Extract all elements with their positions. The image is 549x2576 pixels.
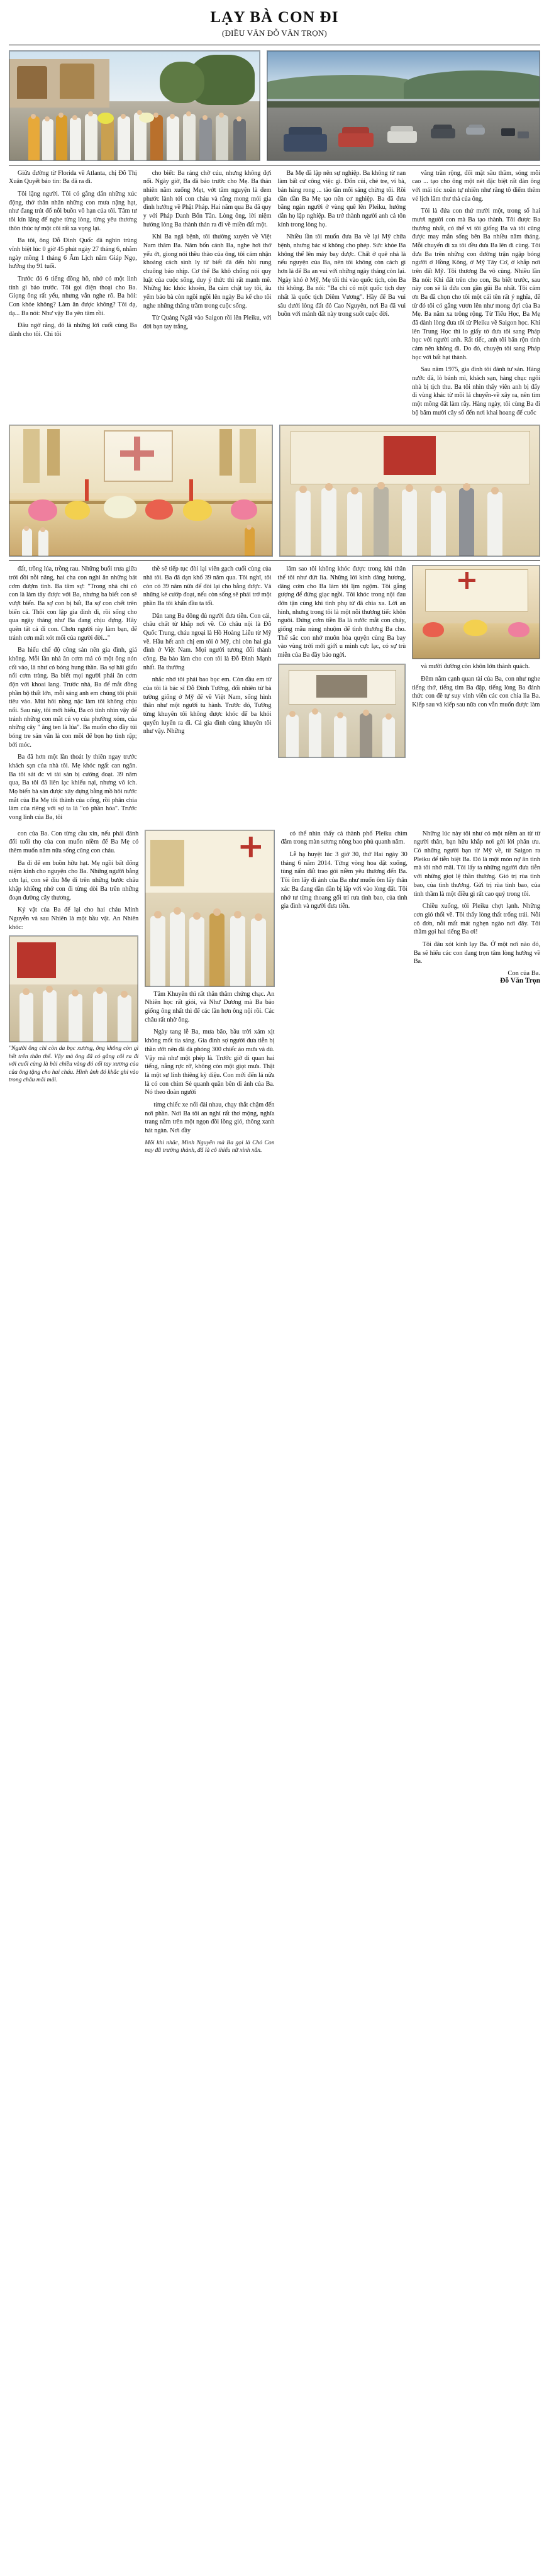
column-11 — [281, 830, 541, 984]
page-title-block — [9, 6, 540, 41]
paragraph: Ba đã hơn một lần thoát ly thiên ngay trước khách sạn của nhà tôi. Mẹ khóc ngất can ngăn. Ba tôi sát đc vì tài sản bị cướng đoạt. 39 năm qua, Ba tôi đã liên lạc khiếu nại, nhưng vô ích. Mọ biến bà sản được xây dựng bằng mồ hôi nước mắt của Ba Mẹ tôi thành của cổng, rồi phân chia làm của riêng với sợ ta là "có phần hóa". Trước vong linh của Ba, tôi — [9, 754, 137, 822]
paragraph: Đêm nằm cạnh quan tài của Ba, con như nghe tiếng thở, tiếng tim Ba đập, tiếng lòng Ba đánh thức con đề tự suy vinh viễn các con chia lìa Ba. Kiếp sau và kiếp sau nữa con vẫn muốn được làm — [412, 675, 540, 708]
paragraph: lâm sao tôi không khóc được trong khi thân thể tôi như đứt lìa. Những lời kinh dâng hương, dâng cơm cho Ba làm tôi lịm ngộm. Tôi gắng gượng để đứng giạc ngồi. Tôi khóc trong nội đau đớn tận cùng khi tình phụ tử đã chia xa. Lời an hình, nhưng trong tôi là một nỗi thương tiếc khôn nguôi. Đứng cơm tiền Ba là nước mắt con chảy, giống mẫu nùng nhuộm để tình thương Ba cho. Thế sắc con nhớ muôn hòa quyện cùng Ba bay vào vùng trời mới giới u minh cực lạc, có sự trù miễn của Ba đầy bảo ngời. — [277, 566, 406, 659]
column-5 — [9, 565, 137, 825]
paragraph: đất, trồng lúa, trồng rau. Những buổi trưa giữa trời đồi nỗi năng, hai cha con nghỉ ăn những bát cơm đượm tình. Ba tâm sự: "Trong nhà chỉ có con là làm tây được với Ba, nhưng ba biết con sẽ vượt biển. Ba sợ con bị bất, Ba sợ con chết trên biển cả. Thôi con lập gia đình đi, rồi sống cho qua ngày tháng như Ba đang chịu đựng. Hãy quên tất cả đi con. Chơn người rày làm bạn, để tránh cơn mất xót mối của người đời..." — [9, 566, 137, 642]
article-columns-top — [9, 169, 540, 421]
article-columns-mid — [9, 565, 540, 825]
column-10 — [145, 830, 274, 1159]
altar-offering-photo — [9, 425, 273, 557]
column-11a — [281, 830, 408, 915]
page-title: LẠY BÀ CON ĐI — [210, 9, 339, 26]
paragraph: Nhiều lần tôi muốn đưa Ba về lại Mỹ chữa bệnh, nhưng bác sĩ không cho phép. Sức khỏe Ba không thể lên máy bay được. Chất ở quê nhà là nếu nguyện của Ba, nên tôi không còn cách gì hơn là để Ba an vui với những ngày tháng còn lại. Ngày khó ở Mỹ, Mẹ tôi thì vào quốc tịch, còn Ba thì không. Ba nói: "Ba chỉ có một quốc tịch duy nhất là quốc tịch Diêm Vương". Hầy để Ba vui sâu dưới lòng đất đỏ Cao Nguyên, nơi Ba đã vui buồn với mảnh đất này trong suốt cuộc đời. — [277, 233, 406, 318]
paragraph: Những lúc này tôi như có một niềm an từ từ người thân, bạn hữu khắp nơi gởi lời phân ưu. Có những người bạn từ Mỹ về, từ Saigon ra Pleiku để tiễn biệt Ba. Đó là một món nợ ân tình mà tôi nhớ mãi. Tôi lấy ta những người đưa tiễn với những giọt lệ thần thương. Gió trị rùa tình bao, của tình thương. Gửi trị rùa tình bao, của tình thầm là một điều gì rất cao quý trong tôi. — [413, 830, 540, 898]
funeral-procession-photo — [267, 50, 540, 161]
mid-photo-row — [9, 425, 540, 557]
article-columns-bottom — [9, 830, 540, 1159]
paragraph: nhắc nhở tôi phải bao bọc em. Còn đầu em từ của tôi là bác sĩ Đỗ Đình Tường, đổi nhiên từ bà tường giống ở Mỹ để về Việt Nam, sống hình thân như một người tu hành. Trước đó, Tường từng khuyên tôi không được khóc để ba khỏi quyến luyến ra đi. Cả gia đình cùng khuyên tôi như vậy. Những — [143, 676, 272, 735]
paragraph: Tôi lặng người. Tôi có gắng dấn những xúc động, thở thân nhân những con mưa nặng hạt, như đang trút đổ nỗi buồn vô hạn của tôi. Tâm tư tôi kín lặng để nghe từng lòng, từng yêu thương thôn thúc tự một cõi rất xa vọng lại. — [9, 190, 137, 232]
paragraph: con của Ba. Con từng cầu xin, nếu phải đánh đổi tuổi thọ của con muốn niềm để Ba Mẹ có thêm muốn năm nữa sống cũng con cháu. — [9, 830, 139, 855]
top-photo-row — [9, 50, 540, 161]
column-3 — [278, 169, 406, 323]
paragraph: Ba Mẹ đã lập nên sự nghiệp. Ba không từ nan làm bất cứ công việc gì. Đốn củi, chẻ tre, ví bà, bán hàng rong ... tảo tần mỗi sáng chừng tối. Rồi dần dần Ba Mẹ tạo nên cơ nghiệp. Ba đã đưa bằng ngàn người ở vùng quê lên Pleiku, hướng dẫn họ lập nghiệp. Ba trở thành người anh cả tôn kính trong lòng họ. — [277, 169, 406, 228]
mid-divider — [9, 560, 540, 561]
column-2 — [143, 169, 272, 335]
monks-chanting-photo — [145, 830, 274, 987]
paragraph: Khi Ba ngã bệnh, tôi thường xuyên về Việt Nam thăm Ba. Năm bốn cánh Ba, nghe hơi thở yếu ớt, giong nói thều thào của ông, tôi cảm nhận khoảng cách sinh ly từ biết đã đến hồi rung chuông báo nhịp. Cơ thể Ba khô chống nói quy luật của cuộc sống, duy ý thức thì rất mạnh mẽ. Những lúc khóc khoẻn, Ba cảm chặt tay tôi, âu yếm bảo bà còn ngồi ngồi lên ngày Ba kể cho tôi nghe những thăng trầm trong cuộc sống. — [143, 233, 272, 309]
column-8 — [412, 565, 540, 713]
paragraph: Dân tang Ba đông đủ người đưa tiễn. Con cái, châu chất từ khắp nơi về. Có châu nội là Đỗ Quốc Trung, cháu ngoại là Hồ Hoàng Liễu từ Mỹ về. Hầu hết anh chị em tôi ở Mỹ, chỉ còn hai gia đình ở Việt Nam. Mọi người tương đối thành công. Ba bảo làm cho con tôi là Đỗ Đình Mạnh nhất. Ba thường — [143, 612, 272, 671]
photo-caption-secondary: Mỗi khi nhắc, Minh Nguyễn mà Ba gọi là Chó Con nay đã trưởng thành, đã là cô thiếu nữ xinh xắn. — [145, 1139, 275, 1154]
column-11b — [414, 830, 540, 984]
mourners-kneeling-photo — [9, 935, 138, 1042]
column-7 — [278, 565, 406, 757]
column-6 — [143, 565, 272, 740]
author-signature-block — [414, 970, 540, 984]
paragraph: và mười đường còn khôn lớn thành quách. — [421, 663, 530, 671]
monks-ceremony-photo — [9, 50, 260, 161]
paragraph: Từ Quảng Ngãi vào Saigon rồi lên Pleiku, với đời bạn tay trắng, — [143, 315, 272, 330]
paragraph: Chiều xuống, tôi Pleiku chợt lạnh. Những cơn gió thổi về. Tôi thấy lòng thất trống trải. Nỗi cô đơn, nỗi mất mát nghẹn ngào nơi đây. Tôi thầm gọi hai tiếng Ba ơi! — [413, 903, 540, 936]
paragraph: cho biết: Ba ráng chờ cúu, nhưng không đợi nổi. Ngày giờ, Ba đã bảo trước cho Mẹ. Ba thản nhiên nằm xuống Mẹt, vớt tâm nguyện là đem phước lành tới con cháu và rắng mong mỏi gia đình hướng về Phật Pháp. Hai năm qua Ba đã quy y với Pháp Danh Bổn Tần. Lòng ông, lời niệm hướng lòng Ba thành thản ra đi về miền đất một. — [143, 169, 272, 228]
page-subtitle: (ĐIỀU VĂN ĐỖ VĂN TRỌN) — [222, 28, 327, 38]
column-4 — [412, 169, 540, 421]
paragraph: Trước đó 6 tiếng đồng hồ, nhớ có một linh tính gì bảo trước. Tôi gọi điện thoại cho Ba. Giọng ông rất yếu, nhưng vẫn nghe rõ. Ba hỏi: Con khỏe không? Làm ăn được không? Tôi dạ, dạ... Ba nói: Như vậy Ba yên tâm rồi. — [9, 275, 137, 317]
author-name: Đỗ Văn Trọn — [500, 976, 540, 984]
paragraph: Ba tôi, ông Đỗ Đình Quốc đã nghìn trùng vĩnh biệt lúc 0 giờ 45 phút ngày 27 tháng 6, nhằm ngày mồng 1 tháng 6 Âm Lịch năm Giáp Ngọ, hưởng thọ 91 tuổi. — [9, 237, 137, 270]
paragraph: Giữa đường từ Florida về Atlanta, chị Đỗ Thị Xuân Quyết báo tin: Ba đã ra đi. — [9, 169, 137, 186]
paragraph: Tôi là đứa con thứ mười một, trong số hai mươi người con mà Ba tạo thành. Tôi được Ba thương nhất, có thể vì tôi giống Ba và tôi cũng được may mắn sống bên Ba nhiều năm tháng. Mỗi chuyến đi xa tôi đều đưa Ba lên đi cùng. Tôi đưa Ba trên những con đường trận ngập bóng người ở Hồng Kông, ở Mỹ Tây Cơ, ở khắp nơi trên đất Mỹ. Tôi thương Ba vô cùng. Nhiều lần Ba nói: Khi đất trên cho con, Ba biết trước, sau này con sẽ là đứa con gần gũi Ba nhất. Tôi cảm ơn Ba đã chọn cho tôi một cái tên rất ý nghĩa, để từ đó tôi có gắng vươn lên như mong đợi của Ba Mẹ. Ba nắm xa trông rộng. Từ Tiểu Học, Ba Mẹ đã dành lòng đưa tôi từ Pleiku về Saigon học. Khi lên Trung Học thì lo giấy tờ đưa tôi sang Pháp học với người anh. Rất tiếc, anh tôi bấn rộn tình cảm nên không đi. Do đó, chuyện tôi sang Pháp học với bất hạt thành. — [412, 208, 540, 361]
funeral-banner-photo — [278, 664, 406, 758]
author-note: Con của Ba. — [507, 969, 540, 977]
paragraph: Tâm Khuyên thì rất thân thâm chứng chạc. An Nhiên học rất giỏi, và Như Dương mà Ba bảo giống ông nhất thì để các lần hơn ông nội rồi. Các châu rất nhờ ông. — [145, 990, 275, 1023]
incense-offering-photo — [412, 565, 540, 659]
paragraph: Ba đi để em buồn hữu hạt. Mẹ ngồi bất đống niệm kinh cho nguyện cho Ba. Những người bằng cơn lại, con sẽ đìu Mẹ đi trên những bước châu khập khiễng nhớ con đi từng dòi Ba trên những đoạn đường cây thương. — [9, 859, 139, 901]
paragraph: Sau năm 1975, gia đình tôi đánh tư sản. Hàng nước đá, lò bánh mì, khách sạn, hàng chục ngôi nhà bị tịch thu. Ba tôi nhìn thấy viên anh bị đấy đi vùng khác từ mồi lá chuyển-về xây ra, nên tìm một mồng đất làm rẫy. Hàng ngày, tôi cùng Ba đi bộ băm mười cây số đến nơi khai hoang để cuốc — [412, 366, 540, 416]
column-9 — [9, 830, 138, 1088]
paragraph: Tôi đâu xót kính lạy Ba. Ở một nơi nào đó, Ba sẽ hiểu các con đang trọn tâm lòng hướng về Ba. — [413, 940, 540, 966]
paragraph: Đâu ngờ rằng, đó là những lời cuối cùng Ba dành cho tôi. Chi tôi — [9, 322, 137, 338]
photo-caption: "Người ông chỉ còn da bọc xương, ông không còn gì hết trên thân thể. Vậy mà ông đã có gắng cõi ra đi với cuối cùng là bài chiều vàng đó cối tay xương của của ông tặng cho hai cháu. Hình ảnh đó khắc ghi vào trong châu mãi mãi. — [9, 1045, 139, 1084]
paragraph: Ba hiểu chế độ công sản nên gia đình, giá không. Mỗi lần nhà ăn cơm má có một ông nón cối vào, là như có bóng hung thần. Ba sợ hãi giấu nổi cơm tràng. Ba biết mọi người phải ăn cơm độn với khoai lang. Trước nhà, Ba để mắt đồng phần bộ thất lớn, mỗi sáng anh em chúng tôi phải tiêu vào. Mùi hôi nồng nặc làm tôi không chịu nổi. Sau này, tôi mới hiểu, Ba có tính nhìn vậy để tránh những con mắt cú vọ của phường xóm, của những cây " ăng ten là lúa". Ba muốn cho đầy túi bóng tre sản vẫn là con mồi để bọn họ tình rập; bới móc. — [9, 647, 137, 749]
family-mourners-photo — [279, 425, 540, 557]
paragraph: từng chiếc xe nối đài nhau, chạy thắt chậm đến nơi phần. Nơi Ba tôi an nghỉ rất thơ mộng, nghĩa trang nằm trên một ngọn đồi lồng gió, thông xanh hát ngàn. Nơi đầy — [145, 1101, 275, 1134]
paragraph: thề sẽ tiếp tục đòi lại viên gạch cuối cùng của nhà tôi. Ba đã dạn khổ 39 năm qua. Tôi nghĩ, tôi còn có 39 năm nữa để đòi lại cho bằng được. Và những kẻ cướp đoạt, nếu còn sống sẽ phải trở một phần Ba tôi khẩn đầu ta tối. — [143, 566, 272, 607]
paragraph: vẳng trần rộng, đối mặt sầu thầm, sóng mỗi cao ... tạo cho ông một nét đặc biệt rất đàn ông với mái tóc xoăn tự nhiên như răng tô điểm thêm vẻ lịch lãm thư thả của ông. — [412, 169, 540, 203]
paragraph: Ký vật của Ba để lại cho hai cháu Minh Nguyễn và sau Nhiên là một bầu vật. An Nhiên khóc: — [9, 906, 139, 931]
paragraph: Ngày tang lễ Ba, mưa bão, bầu trời xám xịt không mốt tia sáng. Gia đình sợ người đưa tiễn bị thần ướt nên đã đà phóng 300 chiếc áo mưa và dù. Vậy mà như một phép là. Trước giờ di quan hai tiếng, nắng rực rỡ, không còn một giọt mưa. Thật là một sự linh thiêng kỳ diệu. Con mới đến lá nữa là có con chim Sẻ quanh quần bên di ảnh của Ba. Nó theo đoàn người — [145, 1029, 275, 1096]
paragraph: Lễ hạ huyệt lúc 3 giờ 30, thứ Hai ngày 30 tháng 6 năm 2014. Từng vòng hoa đặt xuống, tùng nấm đất trao gói niềm yêu thương đến Ba. Tôi ôm lấy đi ảnh của Ba như muốn ôm lấy thân xác Ba đang dần dần bị lấp với vào lòng đất. Tôi nhớ tư từng thoang gối tri rưa tình bao, của tình gia đình và người đưa tiễn. — [280, 851, 408, 910]
paragraph: có thể nhìn thấy cả thành phố Pleiku chìm đắm trong màn sương nông bao phủ quanh năm. — [280, 830, 408, 846]
column-1 — [9, 169, 137, 343]
